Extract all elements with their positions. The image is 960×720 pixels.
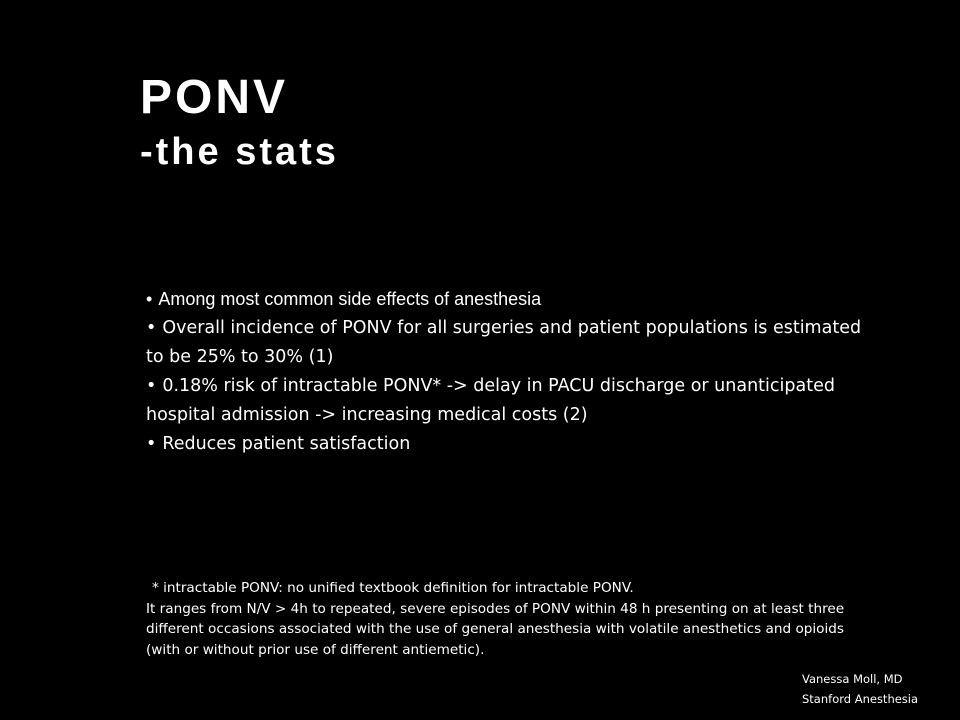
bullet-text: Reduces patient satisfaction — [162, 434, 411, 454]
bullet-icon: • — [146, 318, 157, 338]
footnote — [146, 578, 866, 660]
footnote-definition: * intractable PONV: no unified textbook definition for intractable PONV. — [152, 580, 634, 596]
author-credit — [802, 669, 918, 709]
bullet-icon: • — [146, 434, 157, 454]
bullet-text: Overall incidence of PONV for all surgeries and patient populations is estimated to be 25% to 30% (1) — [146, 318, 862, 367]
bullet-icon: • — [146, 289, 153, 309]
footnote-detail: It ranges from N/V > 4h to repeated, severe episodes of PONV within 48 h presenting on at least three different occasions associated with the use of general anesthesia with volatile anesthetics and opioids (with or without prior use of different antiemetic). — [146, 600, 845, 658]
bullet-item — [146, 314, 866, 372]
author-affiliation: Stanford Anesthesia — [802, 692, 919, 706]
bullet-item — [146, 285, 866, 314]
slide-subtitle: -the stats — [140, 131, 339, 173]
bullet-item — [146, 430, 866, 459]
bullet-text: Among most common side effects of anesthesia — [158, 289, 542, 309]
bullet-icon: • — [146, 376, 157, 396]
bullet-text: 0.18% risk of intractable PONV* -> delay in PACU discharge or unanticipated hospital admission -> increasing medical costs (2) — [146, 376, 835, 425]
bullet-item — [146, 372, 866, 430]
author-name: Vanessa Moll, MD — [802, 672, 903, 686]
bullet-list — [146, 285, 866, 459]
slide-title: PONV — [140, 71, 289, 124]
